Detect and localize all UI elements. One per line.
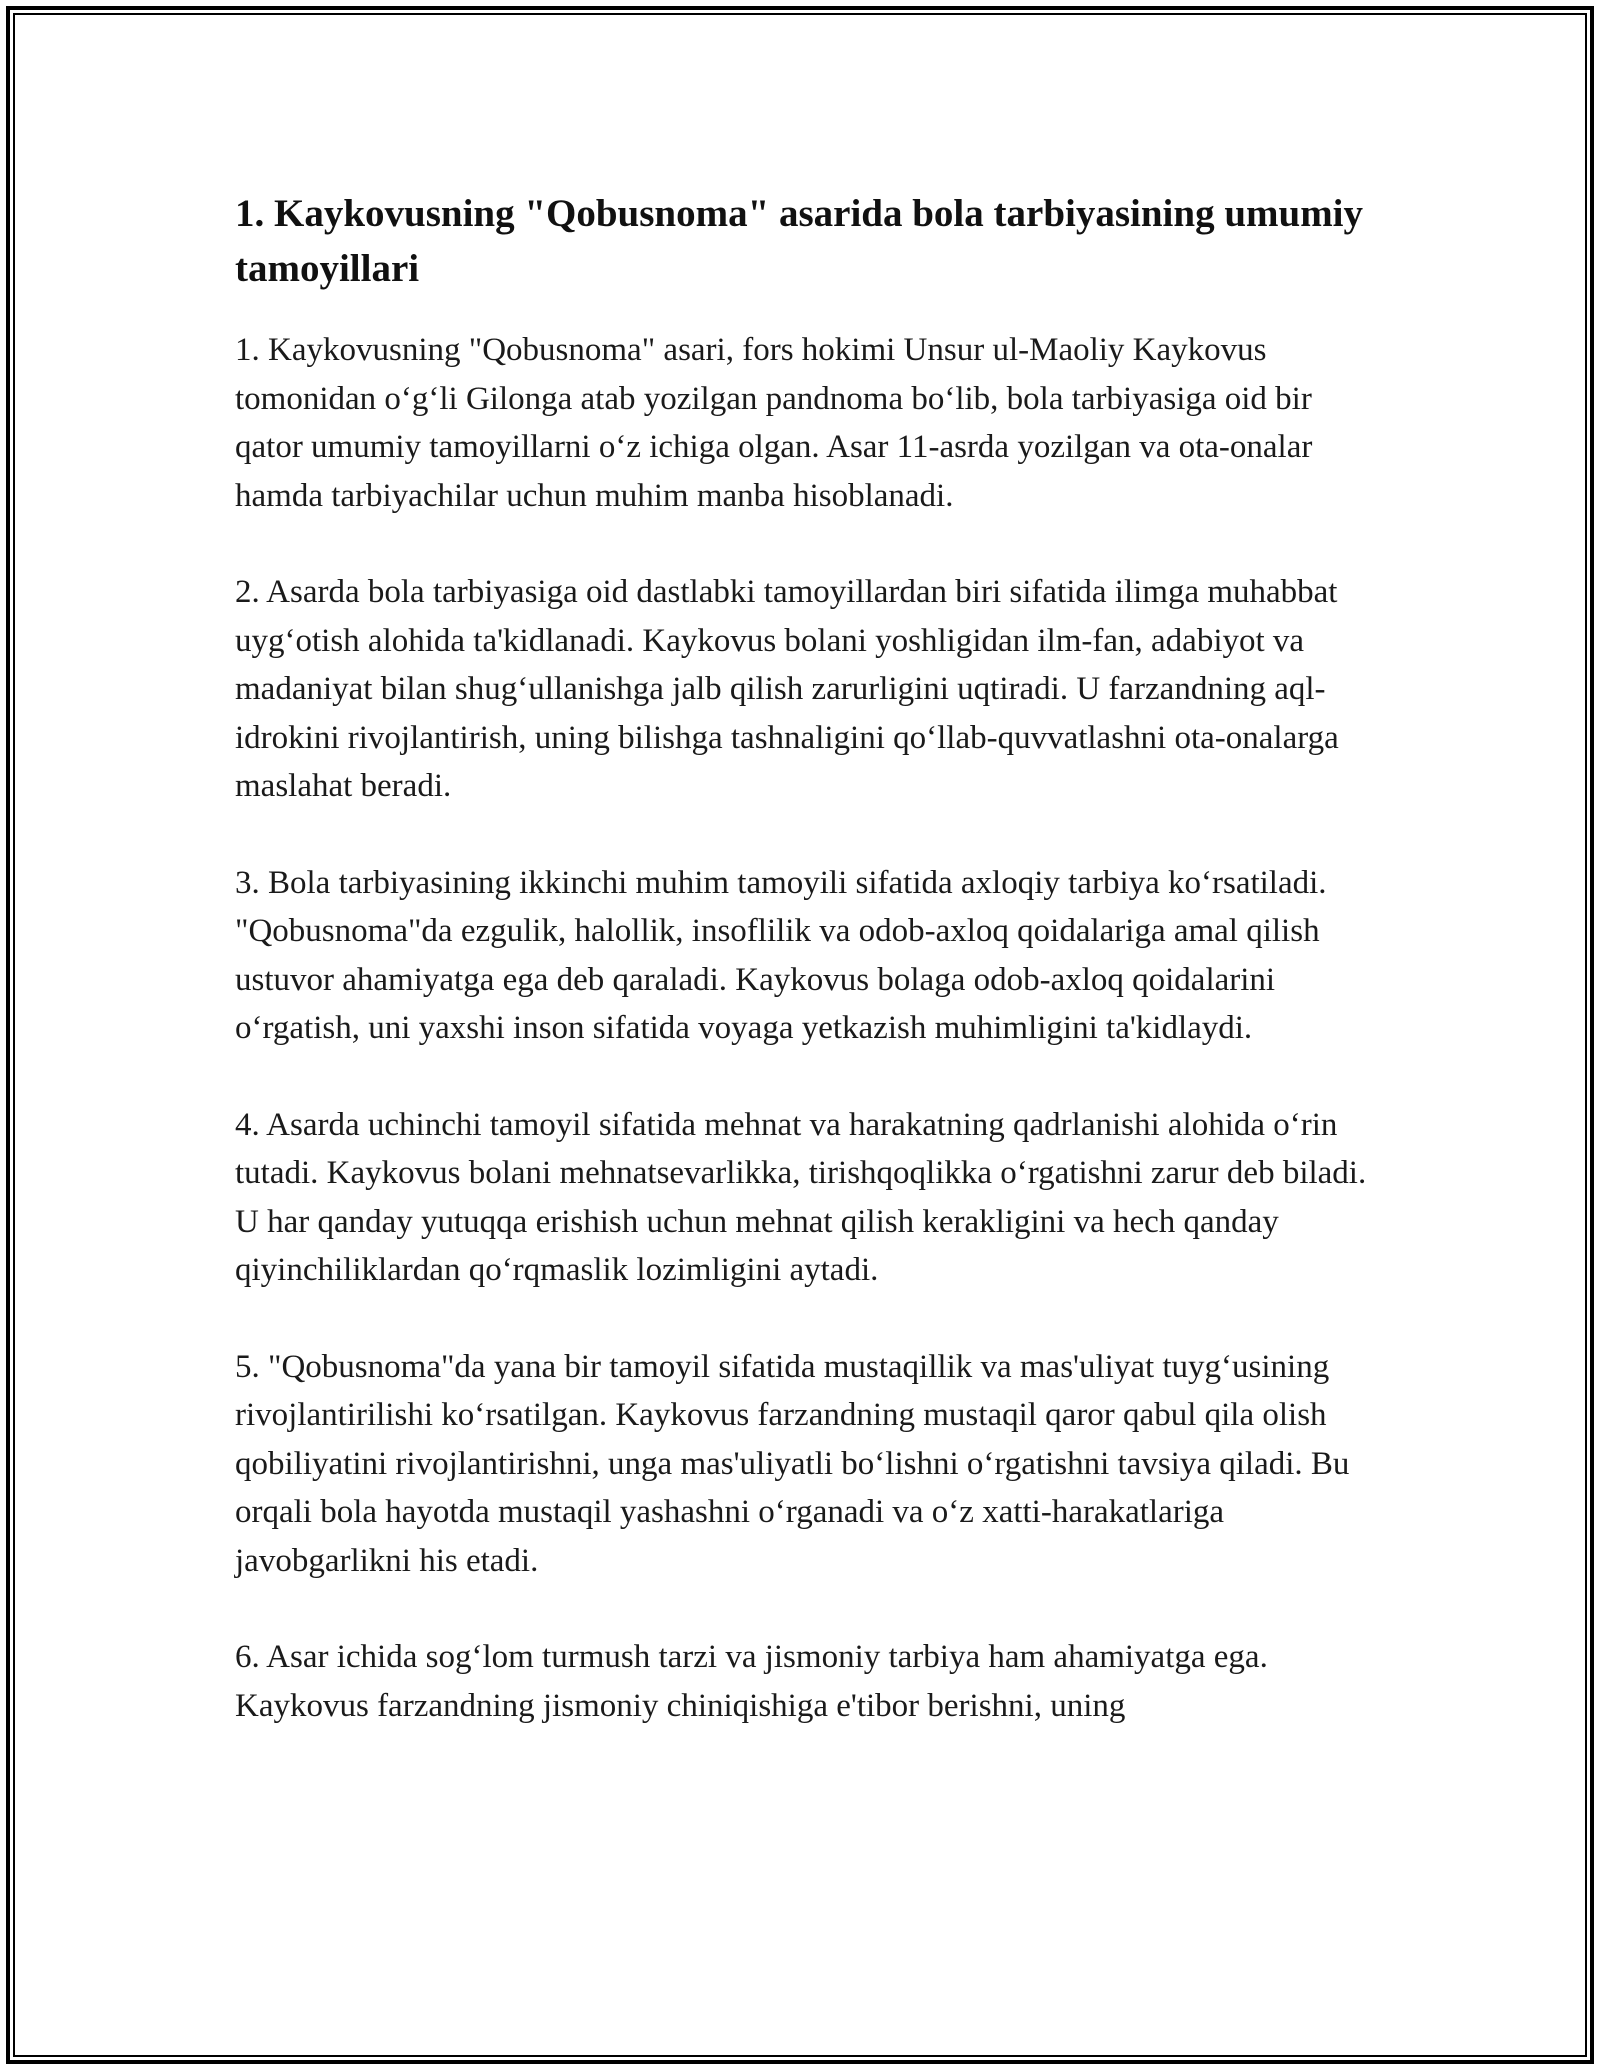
paragraph-6: 6. Asar ichida sog‘lom turmush tarzi va jismoniy tarbiya ham ahamiyatga ega. Kaykovus farzandning jismoniy chiniqishiga e'tibor berishni, uning (235, 1639, 1268, 1724)
paragraph-5: 5. "Qobusnoma"da yana bir tamoyil sifatida mustaqillik va mas'uliyat tuyg‘usining rivojlantirilishi ko‘rsatilgan. Kaykovus farzandning mustaqil qaror qabul qila olish qobiliyatini rivojlantirishni, unga mas'uliyatli bo‘lishni o‘rgatishni tavsiya qiladi. Bu orqali bola hayotda mustaqil yashashni o‘rganadi va o‘z xatti-harakatlariga javobgarlikni his etadi. (235, 1348, 1350, 1579)
paragraph-2: 2. Asarda bola tarbiyasiga oid dastlabki tamoyillardan biri sifatida ilimga muhabbat uyg‘otish alohida ta'kidlanadi. Kaykovus bolani yoshligidan ilm-fan, adabiyot va madaniyat bilan shug‘ullanishga jalb qilish zarurligini uqtiradi. U farzandning aql-idrokini rivojlantirish, uning bilishga tashnaligini qo‘llab-quvvatlashni ota-onalarga maslahat beradi. (235, 574, 1339, 804)
document-body (235, 186, 1375, 1778)
document-title: 1. Kaykovusning "Qobusnoma" asarida bola tarbiyasining umumiy tamoyillari (235, 192, 1364, 290)
paragraph-1: 1. Kaykovusning "Qobusnoma" asari, fors hokimi Unsur ul-Maoliy Kaykovus tomonidan o‘g‘li Gilonga atab yozilgan pandnoma bo‘lib, bola tarbiyasiga oid bir qator umumiy tamoyillarni o‘z ichiga olgan. Asar 11-asrda yozilgan va ota-onalar hamda tarbiyachilar uchun muhim manba hisoblanadi. (235, 332, 1313, 514)
paragraph-3: 3. Bola tarbiyasining ikkinchi muhim tamoyili sifatida axloqiy tarbiya ko‘rsatiladi. "Qobusnoma"da ezgulik, halollik, insoflilik va odob-axloq qoidalariga amal qilish ustuvor ahamiyatga ega deb qaraladi. Kaykovus bolaga odob-axloq qoidalarini o‘rgatish, uni yaxshi inson sifatida voyaga yetkazish muhimligini ta'kidlaydi. (235, 864, 1327, 1046)
paragraph-4: 4. Asarda uchinchi tamoyil sifatida mehnat va harakatning qadrlanishi alohida o‘rin tutadi. Kaykovus bolani mehnatsevarlikka, tirishqoqlikka o‘rgatishni zarur deb biladi. U har qanday yutuqqa erishish uchun mehnat qilish kerakligini va hech qanday qiyinchiliklardan qo‘rqmaslik lozimligini aytadi. (235, 1106, 1367, 1288)
